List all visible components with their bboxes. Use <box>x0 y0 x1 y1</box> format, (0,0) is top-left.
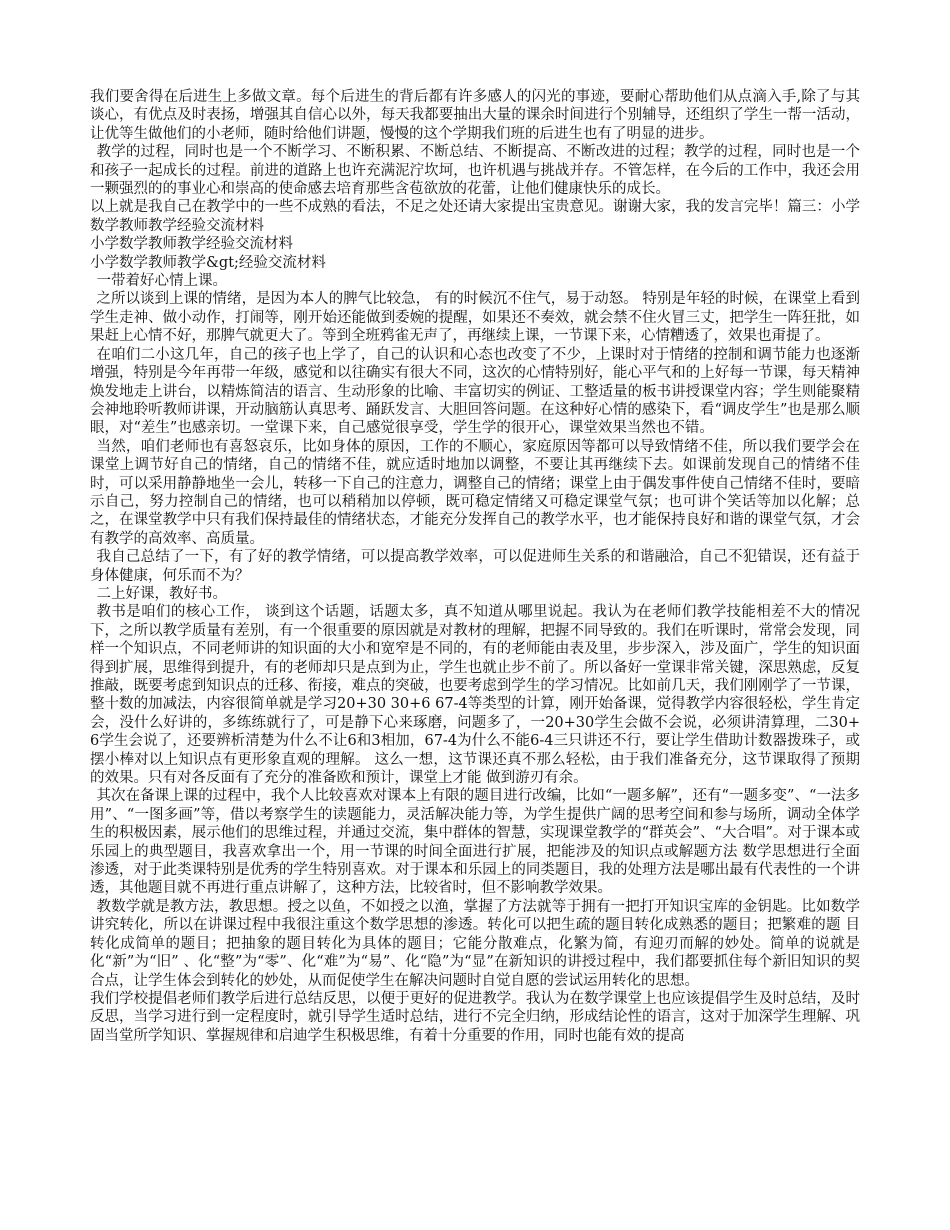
paragraph-teaching-methods: 教数学就是教方法，教思想。授之以鱼，不如授之以渔，掌握了方法就等于拥有一把打开知识宝库的金钥匙。比如数学讲究转化，所以在讲课过程中我很注重这个数学思想的渗透。转化可以把生疏的题目转化成熟悉的题目；把繁难的题 目转化成简单的题目；把抽象的题目转化为具体的题目；它能分散难点，化繁为简，有迎刃而解的妙处。简单的说就是化“新”为“旧” 、化“整”为“零”、化“难”为“易”、化“隐”为“显”在新知识的讲授过程中，我们都要抓住每个新旧知识的契合点，让学生体会到转化的妙处，从而促使学生在解决问题时自觉自愿的尝试运用转化的思想。 <box>90 898 860 989</box>
heading-good-lessons: 二上好课，教好书。 <box>96 585 228 602</box>
section-subheading: 小学数学教师教学&gt;经验交流材料 <box>90 254 326 271</box>
paragraph-core-work: 教书是咱们的核心工作， 谈到这个话题，话题太多，真不知道从哪里说起。我认为在老师们教学技能相差不大的情况下，之所以教学质量有差别，有一个很重要的原因就是对教材的理解，把握不同导致的。我们在听课时，常常会发现，同样一个知识点，不同老师讲的知识面的大小和宽窄是不同的，有的老师能由表及里，步步深入，涉及面广，学生的知识面得到扩展，思维得到提升，有的老师却只是点到为止，学生也就止步不前了。所以备好一堂课非常关键，深思熟虑，反复推敲，既要考虑到知识点的迁移、衔接，难点的突破，也要考虑到学生的学习情况。比如前几天，我们刚刚学了一节课，整十数的加减法，内容很简单就是学习20+30 30+6 67-4等类型的计算，刚开始备课，觉得教学内容很轻松，学生肯定会，没什么好讲的，多练练就行了，可是静下心来琢磨，问题多了，一20+30学生会做不会说，必须讲清算理，二30+6学生会说了，还要辨析清楚为什么不让6和3相加，67-4为什么不能6-4三只讲还不行，要让学生借助计数器拨珠子，或摆小棒对以上知识点有更形象直观的理解。 这么一想，这节课还真不那么轻松，由于我们准备充分，这节课取得了预期的效果。只有对各反面有了充分的准备欧和预计，课堂上才能 做到游刃有余。 <box>90 604 860 787</box>
paragraph-reflection: 我们学校提倡老师们教学后进行总结反思，以便于更好的促进教学。我认为在数学课堂上也应该提倡学生及时总结，及时反思，当学习进行到一定程度时，就引导学生适时总结，进行不完全归纳，形成结论性的语言，这对于加深学生理解、巩固当堂所学知识、掌握规律和启迪学生积极思维，有着十分重要的作用，同时也能有效的提高 <box>90 990 860 1044</box>
paragraph-adjust-emotion: 当然，咱们老师也有喜怒哀乐，比如身体的原因，工作的不顺心，家庭原因等都可以导致情绪不佳，所以我们要学会在课堂上调节好自己的情绪，自己的情绪不佳，就应适时地加以调整，不要让其再继续下去。如课前发现自己的情绪不佳时，可以采用静静地坐一会儿，转移一下自己的注意力，调整自己的情绪；课堂上由于偶发事件使自己情绪不佳时，要暗示自己，努力控制自己的情绪，也可以稍稍加以停顿，既可稳定情绪又可稳定课堂气氛；也可讲个笑话等加以化解；总之，在课堂教学中只有我们保持最佳的情绪状态，才能充分发挥自己的教学水平，也才能保持良好和谐的课堂气氛，才会有教学的高效率、高质量。 <box>90 438 860 547</box>
document-body <box>90 88 860 1045</box>
paragraph-teaching-process: 教学的过程，同时也是一个不断学习、不断积累、不断总结、不断提高、不断改进的过程；教学的过程，同时也是一个和孩子一起成长的过程。前进的道路上也许充满泥泞坎坷，也许机遇与挑战并存。不管怎样，在今后的工作中，我还会用一颗强烈的的事业心和崇高的使命感去培育那些含苞欲放的花蕾，让他们健康快乐的成长。 <box>90 144 860 198</box>
paragraph-summary-mood: 我自己总结了一下，有了好的教学情绪，可以提高教学效率，可以促进师生关系的和谐融洽，自己不犯错误，还有益于身体健康，何乐而不为？ <box>90 549 860 584</box>
paragraph-closing-remarks: 以上就是我自己在教学中的一些不成熟的看法，不足之处还请大家提出宝贵意见。谢谢大家，我的发言完毕！篇三：小学数学教师教学经验交流材料 <box>90 199 860 234</box>
paragraph-temper: 之所以谈到上课的情绪，是因为本人的脾气比较急， 有的时候沉不住气，易于动怒。 特别是年轻的时候，在课堂上看到学生走神、做小动作，打闹等，刚开始还能做到委婉的提醒，如果还不奏效，就会禁不住火冒三丈，把学生一阵狂批，如果赶上心情不好，那脾气就更大了。等到全班鸦雀无声了，再继续上课，一节课下来，心情糟透了，效果也甭提了。 <box>90 291 860 345</box>
paragraph-problem-adaptation: 其次在备课上课的过程中，我个人比较喜欢对课本上有限的题目进行改编，比如“一题多解”，还有“一题多变”、“一法多用”、“一图多画”等，借以考察学生的读题能力，灵活解决能力等，为学生提供广阔的思考空间和参与场所，调动全体学生的积极因素，展示他们的思维过程，并通过交流，集中群体的智慧，实现课堂教学的“群英会”、“大合唱”。对于课本或乐园上的典型题目，我喜欢拿出一个，用一节课的时间全面进行扩展，把能涉及的知识点或解题方法 数学思想进行全面渗透，对于此类课特别是优秀的学生特别喜欢。对于课本和乐园上的同类题目，我的处理方法是哪出最有代表性的一个讲透，其他题目就不再进行重点讲解了，这种方法，比较省时，但不影响教学效果。 <box>90 788 860 897</box>
paragraph-emotion-control: 在咱们二小这几年，自己的孩子也上学了，自己的认识和心态也改变了不少，上课时对于情绪的控制和调节能力也逐渐增强，特别是今年再带一年级，感觉和以往确实有很大不同，这次的心情特别好，能心平气和的上好每一节课，每天精神焕发地走上讲台，以精炼简洁的语言、生动形象的比喻、丰富切实的例证、工整适量的板书讲授课堂内容；学生则能聚精会神地聆听教师讲课，开动脑筋认真思考、踊跃发言、大胆回答问题。在这种好心情的感染下，看“调皮学生”也是那么顺眼，对“差生”也感亲切。一堂课下来，自己感觉很享受，学生学的很开心，课堂效果当然也不错。 <box>90 346 860 437</box>
paragraph-backward-students: 我们要舍得在后进生上多做文章。每个后进生的背后都有许多感人的闪光的事迹，要耐心帮助他们从点滴入手,除了与其谈心，有优点及时表扬，增强其自信心以外，每天我都要抽出大量的课余时间进行个别辅导，还组织了学生一帮一活动，让优等生做他们的小老师，随时给他们讲题，慢慢的这个学期我们班的后进生也有了明显的进步。 <box>90 89 860 142</box>
heading-good-mood: 一带着好心情上课。 <box>96 273 228 290</box>
section-heading: 小学数学教师教学经验交流材料 <box>90 236 293 253</box>
